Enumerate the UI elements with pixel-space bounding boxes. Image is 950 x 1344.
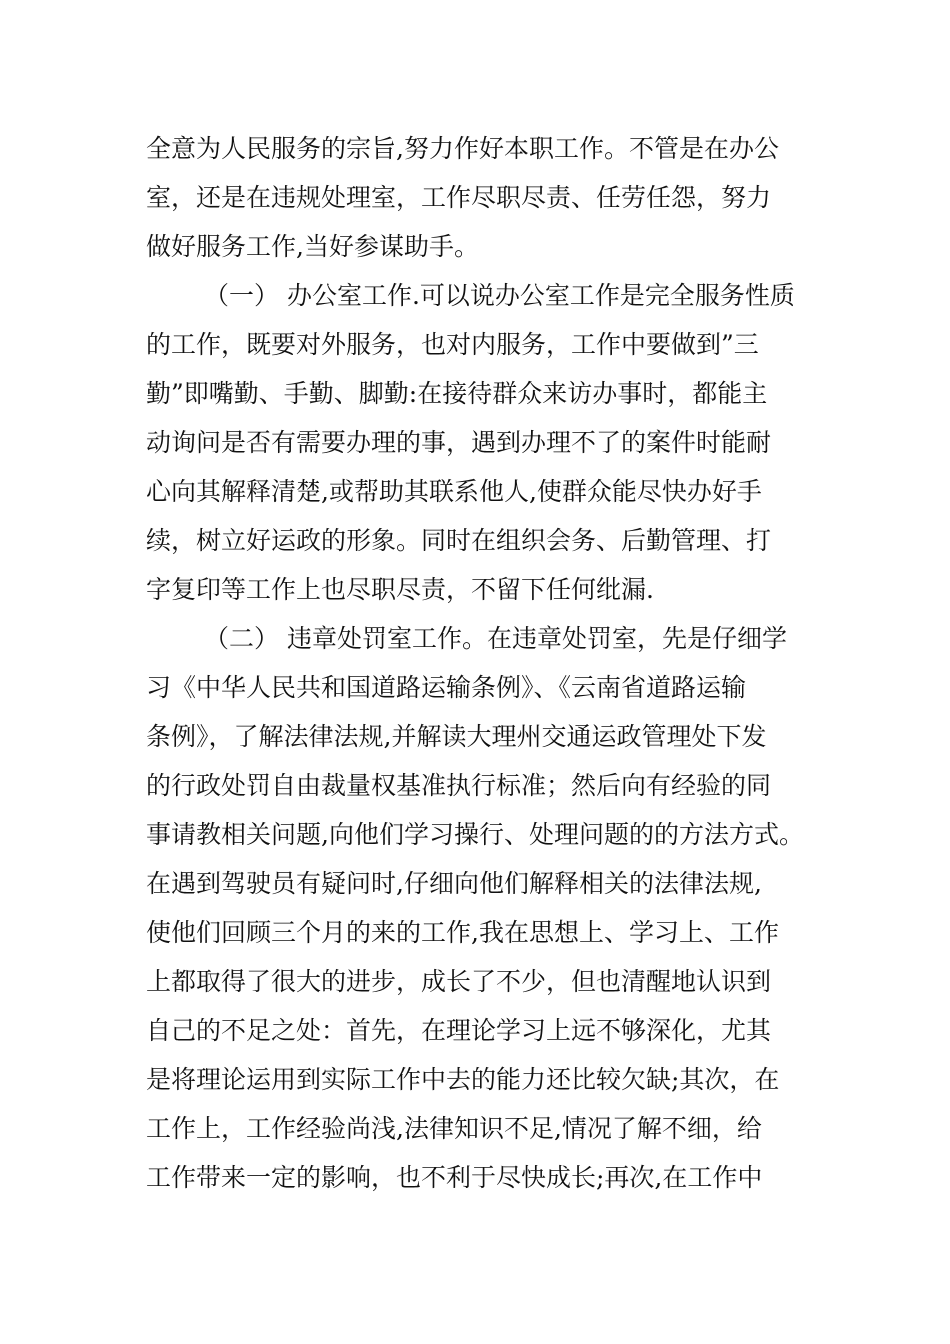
section-heading-penalty: （二） 违章处罚室工作。在违章处罚室，先是仔细学	[204, 624, 787, 653]
text-line: 的行政处罚自由裁量权基准执行标准；然后向有经验的同	[146, 771, 772, 800]
text-line: 工作上，工作经验尚浅,法律知识不足,情况了解不细，给	[146, 1114, 762, 1143]
text-line: 事请教相关问题,向他们学习操行、处理问题的的方法方式。	[146, 820, 804, 849]
text-line: 室，还是在违规处理室，工作尽职尽责、任劳任怨，努力	[146, 183, 772, 212]
text-line: 条例》，了解法律法规,并解读大理州交通运政管理处下发	[146, 722, 767, 751]
text-line: 勤”即嘴勤、手勤、脚勤:在接待群众来访办事时，都能主	[146, 379, 768, 408]
text-line: 全意为人民服务的宗旨,努力作好本职工作。不管是在办公	[146, 134, 779, 163]
text-line: 动询问是否有需要办理的事，遇到办理不了的案件时能耐	[146, 428, 772, 457]
text-line: 的工作，既要对外服务，也对内服务，工作中要做到”三	[146, 330, 759, 359]
text-line: 做好服务工作,当好参谋助手。	[146, 232, 479, 261]
text-line: 自己的不足之处：首先，在理论学习上远不够深化，尤其	[146, 1016, 772, 1045]
text-line: 字复印等工作上也尽职尽责，不留下任何纰漏.	[146, 575, 654, 604]
body-text	[146, 124, 826, 1202]
text-line: 续，树立好运政的形象。同时在组织会务、后勤管理、打	[146, 526, 772, 555]
text-line: 习《中华人民共和国道路运输条例》、《云南省道路运输	[146, 673, 747, 702]
text-line: 在遇到驾驶员有疑问时,仔细向他们解释相关的法律法规,	[146, 869, 762, 898]
text-line: 心向其解释清楚,或帮助其联系他人,使群众能尽快办好手	[146, 477, 762, 506]
text-line: 上都取得了很大的进步，成长了不少，但也清醒地认识到	[146, 967, 772, 996]
text-line: 是将理论运用到实际工作中去的能力还比较欠缺;其次，在	[146, 1065, 780, 1094]
section-heading-office: （一） 办公室工作.可以说办公室工作是完全服务性质	[204, 281, 795, 310]
text-line: 使他们回顾三个月的来的工作,我在思想上、学习上、工作	[146, 918, 779, 947]
text-line: 工作带来一定的影响，也不利于尽快成长;再次,在工作中	[146, 1163, 763, 1192]
